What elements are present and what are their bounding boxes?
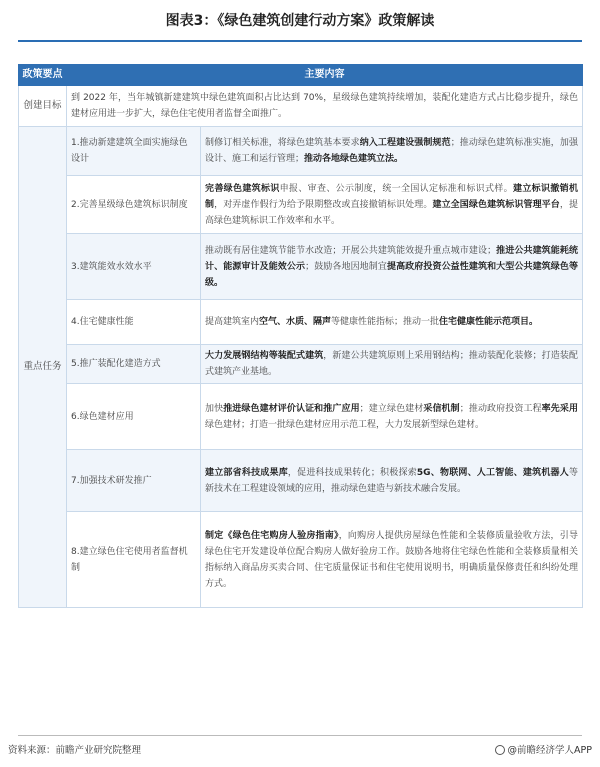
- body-text: ；鼓励各地因地制宜: [305, 261, 387, 272]
- task-row: [19, 450, 583, 512]
- emphasis-text: 住宅健康性能示范项目。: [439, 317, 539, 327]
- emphasis-text: 提高政府投资公益性建筑和大型公共建筑绿色等级。: [205, 261, 578, 288]
- task-content: [201, 176, 583, 234]
- title-divider: [18, 40, 582, 42]
- task-label: 4.住宅健康性能: [67, 300, 201, 345]
- emphasis-text: 推进绿色建材评价认证和推广应用: [223, 403, 360, 414]
- task-row: [19, 345, 583, 384]
- brand-text: @前瞻经济学人APP: [507, 745, 592, 756]
- emphasis-text: 推动各地绿色建筑立法。: [304, 154, 404, 164]
- body-text: ，向购房人提供房屋绿色性能和全装修质量验收方法，引导绿色住宅开发建设单位配合购房人做好验房工作。鼓励各地将住宅绿色性能和全装修质量相关指标纳入商品房买卖合同、住宅质量保证书和住宅使用说明书，明确质量保修责任和纠纷处理方式。: [205, 530, 578, 589]
- emphasis-text: 完善绿色建筑标识: [205, 183, 280, 194]
- emphasis-text: 制定《绿色住宅购房人验房指南》: [205, 530, 339, 541]
- task-label: 2.完善星级绿色建筑标识制度: [67, 176, 201, 234]
- brand-label: [495, 742, 592, 756]
- emphasis-text: 建立标识撤销机制: [205, 183, 578, 210]
- body-text: ；推动政府投资工程: [459, 403, 542, 414]
- footer-divider: [18, 735, 582, 736]
- body-text: 制修订相关标准，将绿色建筑基本要求: [205, 138, 360, 148]
- task-row: [19, 176, 583, 234]
- goal-content: [67, 86, 583, 127]
- body-text: 加快: [205, 403, 224, 414]
- page-title: 图表3：《绿色建筑创建行动方案》政策解读: [165, 13, 435, 29]
- body-text: ，对弄虚作假行为给予限期整改或直接撤销标识处理。: [214, 199, 433, 210]
- body-text: 绿色建材；打造一批绿色建材应用示范工程，大力发展新型绿色建材。: [205, 419, 485, 430]
- body-text: ，提高绿色建筑标识工作效率和水平。: [205, 199, 578, 226]
- emphasis-text: 空气、水质、隔声: [259, 317, 332, 327]
- body-text: ，新建公共建筑原则上采用钢结构；推动装配化装修；打造装配式建筑产业基地。: [205, 351, 578, 377]
- task-label: 5.推广装配化建造方式: [67, 345, 201, 384]
- task-content: [201, 384, 583, 450]
- task-label: 3.建筑能效水效水平: [67, 234, 201, 300]
- task-label: 8.建立绿色住宅使用者监督机制: [67, 512, 201, 608]
- task-row: [19, 384, 583, 450]
- task-content: [201, 345, 583, 384]
- policy-table: [18, 64, 583, 608]
- body-text: 等新技术在工程建设领域的应用，推动绿色建造与新技术融合发展。: [205, 467, 578, 494]
- source-note: 资料来源：前瞻产业研究院整理: [8, 745, 142, 756]
- header-policy-point: 政策要点: [19, 65, 67, 86]
- body-text: 申报、审查、公示制度，统一全国认定标准和标识式样。: [279, 183, 513, 194]
- task-content: [201, 450, 583, 512]
- task-label: 6.绿色建材应用: [67, 384, 201, 450]
- goal-row: [19, 86, 583, 127]
- task-content: [201, 300, 583, 345]
- emphasis-text: 大力发展钢结构等装配式建筑: [205, 351, 324, 361]
- emphasis-text: 率先采用: [541, 403, 578, 414]
- emphasis-text: 建立全国绿色建筑标识管理平台: [432, 199, 560, 210]
- body-text: ；推动绿色建筑标准实施，加强设计、施工和运行管理；: [205, 138, 578, 164]
- emphasis-text: 5G、物联网、人工智能、建筑机器人: [416, 467, 569, 478]
- task-label: 1.推动新建建筑全面实施绿色设计: [67, 127, 201, 176]
- body-text: 推动既有居住建筑节能节水改造；开展公共建筑能效提升重点城市建设；: [205, 245, 497, 256]
- emphasis-text: 推进公共建筑能耗统计、能源审计及能效公示: [205, 245, 578, 272]
- emphasis-text: 采信机制: [423, 403, 460, 414]
- body-text: 提高建筑室内: [205, 317, 260, 327]
- emphasis-text: 建立部省科技成果库: [205, 467, 288, 478]
- body-text: ；建立绿色建材: [359, 403, 424, 414]
- body-text: 等健康性能指标；推动一批: [331, 317, 440, 327]
- header-main-content: 主要内容: [67, 65, 583, 86]
- task-row: [19, 300, 583, 345]
- tasks-key: 重点任务: [19, 127, 67, 608]
- emphasis-text: 纳入工程建设强制规范: [359, 138, 451, 148]
- task-row: [19, 127, 583, 176]
- task-content: [201, 234, 583, 300]
- task-label: 7.加强技术研发推广: [67, 450, 201, 512]
- table-header-row: [19, 65, 583, 86]
- task-content: [201, 512, 583, 608]
- task-row: [19, 234, 583, 300]
- camera-icon: [495, 745, 505, 755]
- task-content: [201, 127, 583, 176]
- body-text: 到 2022 年，当年城镇新建建筑中绿色建筑面积占比达到 70%，星级绿色建筑持续增加，装配化建造方式占比稳步提升，绿色建材应用进一步扩大，绿色住宅使用者监督全面推广。: [71, 93, 578, 119]
- task-row: [19, 512, 583, 608]
- body-text: ，促进科技成果转化；积极探索: [287, 467, 417, 478]
- goal-key: 创建目标: [19, 86, 67, 127]
